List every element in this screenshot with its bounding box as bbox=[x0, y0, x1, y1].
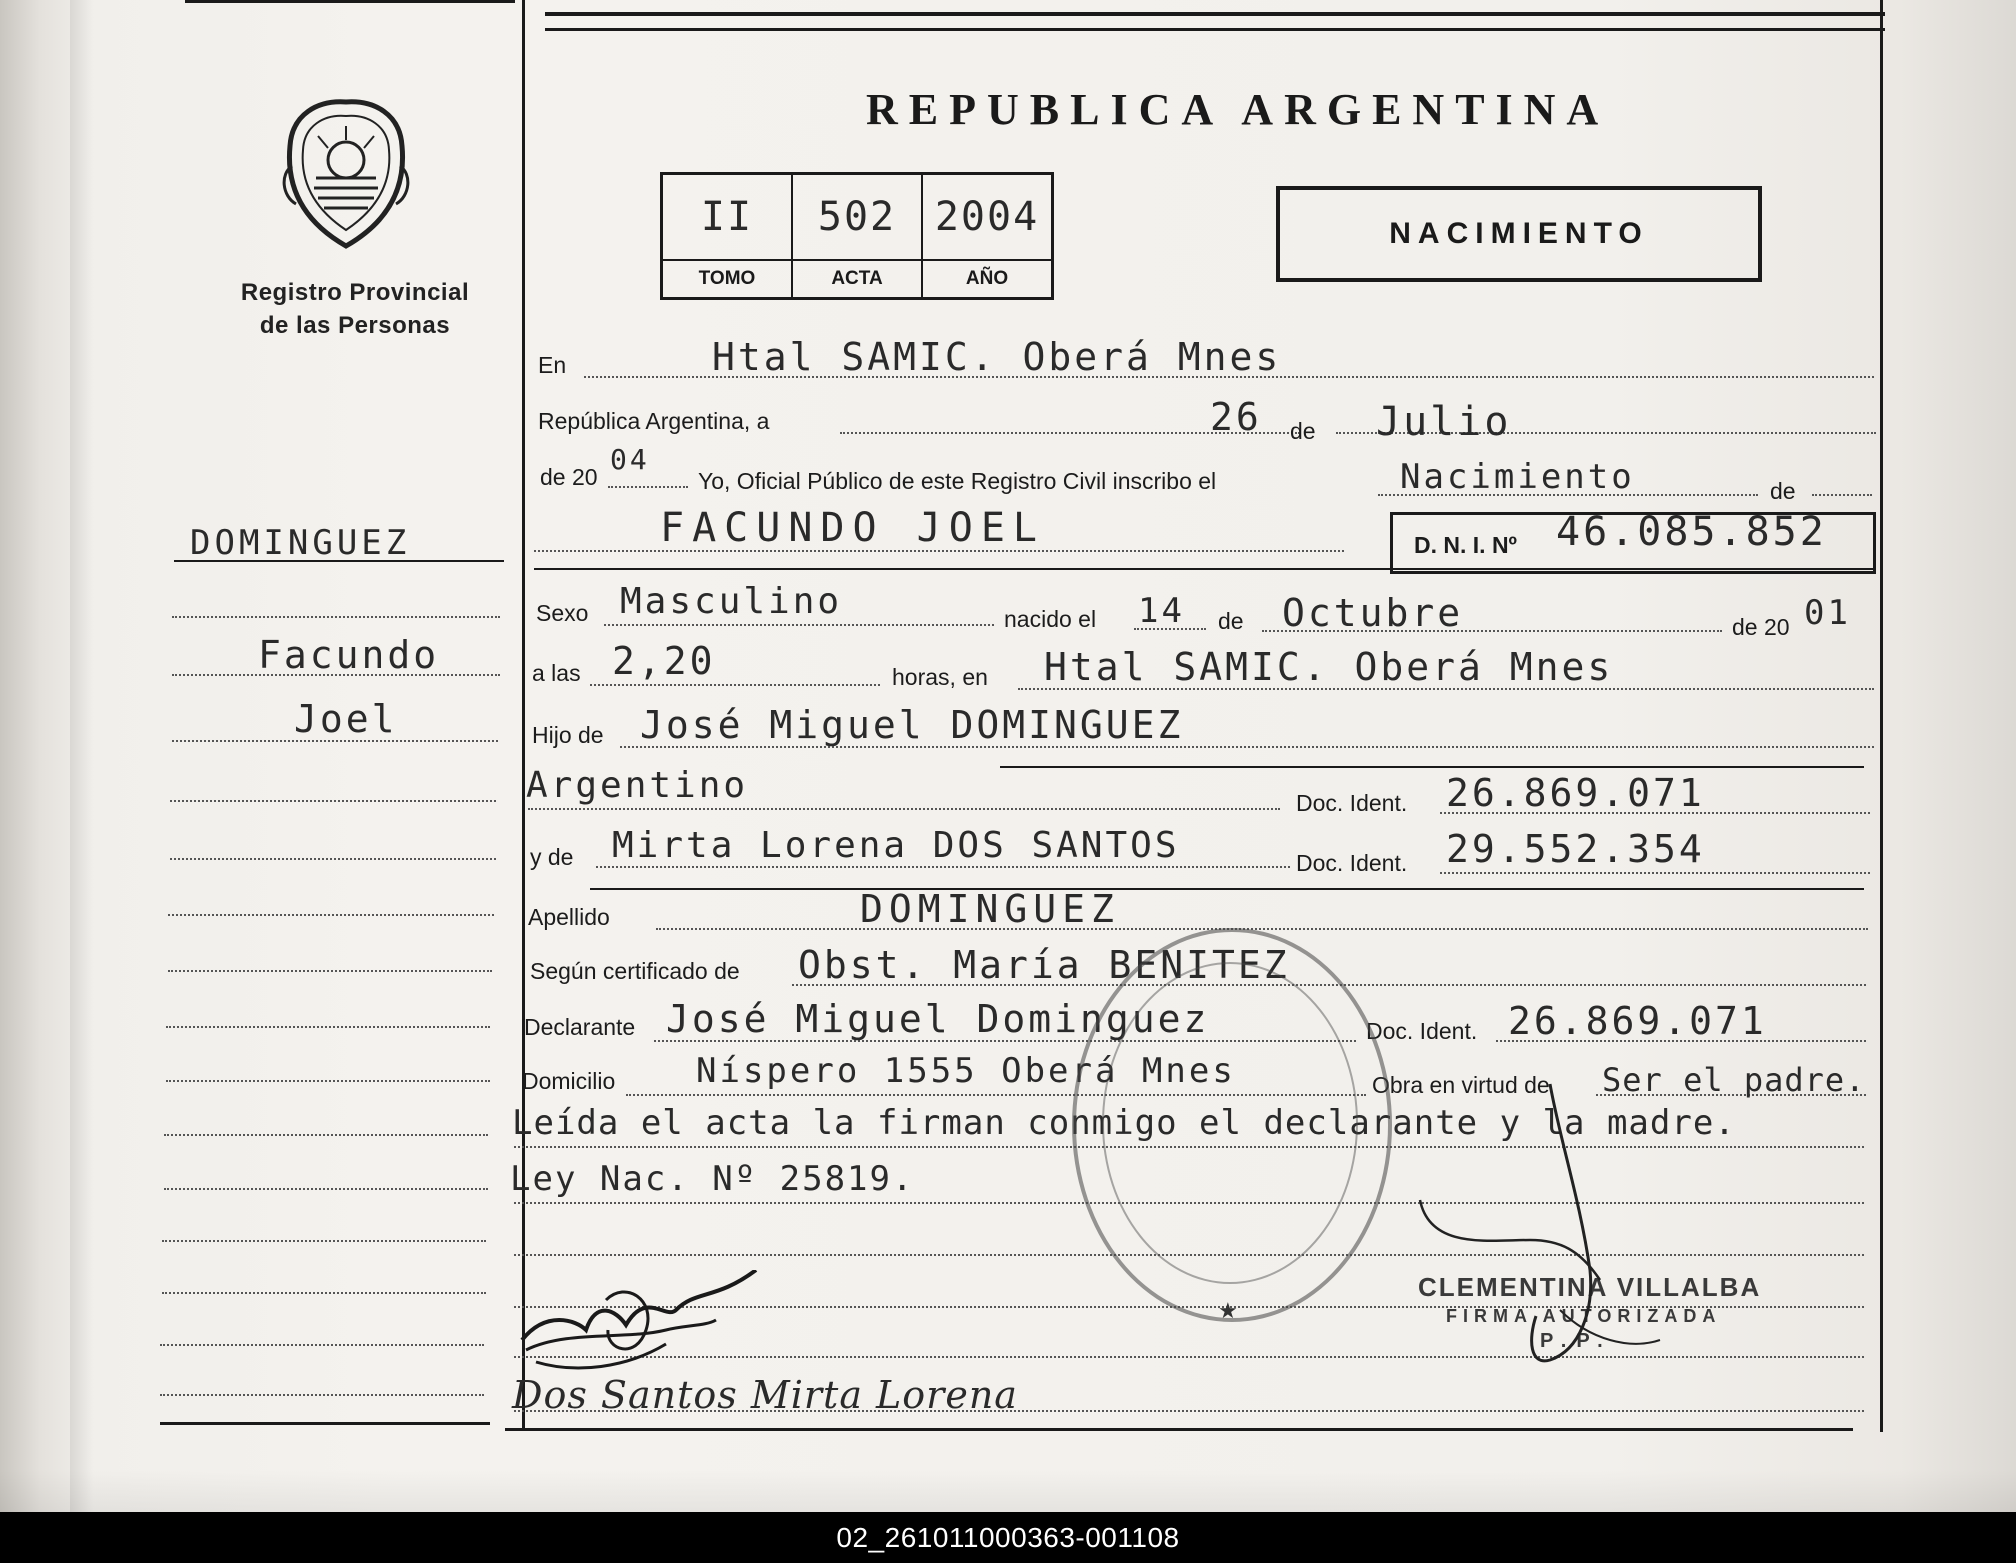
label-de: de bbox=[1290, 418, 1316, 444]
official-title: FIRMA AUTORIZADA bbox=[1446, 1306, 1722, 1326]
field-hecho: Nacimiento bbox=[1400, 457, 1635, 497]
field-certificado: Obst. María BENITEZ bbox=[798, 943, 1290, 987]
label-a-las: a las bbox=[532, 660, 581, 686]
label-doc-ident-declarante: Doc. Ident. bbox=[1366, 1018, 1478, 1044]
seal-star-icon: ★ bbox=[1218, 1298, 1238, 1323]
field-nota1: Leída el acta la firman conmigo el declarante y la madre. bbox=[512, 1103, 1736, 1143]
reference-table bbox=[660, 172, 1054, 300]
declarante-signature bbox=[516, 1270, 776, 1380]
label-apellido: Apellido bbox=[528, 904, 610, 930]
margin-given2: Joel bbox=[294, 697, 398, 741]
label-de-2: de bbox=[1770, 478, 1796, 504]
label-horas-en: horas, en bbox=[892, 664, 988, 690]
dotline-madre bbox=[596, 866, 1290, 868]
field-lugar: Htal SAMIC. Oberá Mnes bbox=[712, 335, 1282, 379]
field-padre: José Miguel DOMINGUEZ bbox=[640, 703, 1184, 747]
margin-given1: Facundo bbox=[258, 633, 440, 677]
field-domicilio: Níspero 1555 Oberá Mnes bbox=[696, 1051, 1236, 1091]
field-sexo: Masculino bbox=[620, 581, 843, 622]
dotline-hecho-end bbox=[1812, 494, 1872, 496]
dotline-anio bbox=[608, 486, 688, 488]
margin-dotline-11 bbox=[164, 1188, 488, 1190]
label-y-de: y de bbox=[530, 844, 574, 870]
margin-dotline-12 bbox=[162, 1240, 486, 1242]
margin-dotline-15 bbox=[160, 1394, 484, 1396]
margin-dotline-7 bbox=[168, 970, 492, 972]
ano-label: AÑO bbox=[922, 260, 1053, 299]
field-nombre: FACUNDO JOEL bbox=[660, 505, 1045, 551]
label-obra-en-virtud: Obra en virtud de bbox=[1372, 1072, 1550, 1098]
field-nac-dia: 14 bbox=[1138, 591, 1185, 631]
scan-id-footer: 02_261011000363-001108 bbox=[0, 1512, 2016, 1563]
field-apellido: DOMINGUEZ bbox=[860, 887, 1120, 931]
field-declarante-doc: 26.869.071 bbox=[1508, 999, 1767, 1043]
official-pp: P.P. bbox=[1540, 1330, 1613, 1352]
left-column-top-border bbox=[185, 0, 515, 3]
divider-section-2 bbox=[590, 888, 1864, 890]
book-gutter-shadow bbox=[70, 0, 94, 1512]
field-nac-anio-suffix: 01 bbox=[1804, 593, 1851, 633]
divider-section-1 bbox=[534, 568, 1874, 570]
label-en: En bbox=[538, 352, 567, 378]
acta-label: ACTA bbox=[792, 260, 922, 299]
label-hijo-de: Hijo de bbox=[532, 722, 604, 748]
ano-value: 2004 bbox=[922, 174, 1053, 261]
document-title: REPUBLICA ARGENTINA bbox=[866, 85, 1610, 134]
main-frame-bottom-border bbox=[505, 1428, 1853, 1431]
field-declarante: José Miguel Dominguez bbox=[666, 997, 1210, 1041]
label-segun-certificado: Según certificado de bbox=[530, 958, 740, 984]
field-madre-doc: 29.552.354 bbox=[1446, 827, 1705, 871]
official-name: CLEMENTINA VILLALBA bbox=[1418, 1272, 1762, 1302]
margin-dotline-8 bbox=[166, 1026, 490, 1028]
label-declarante: Declarante bbox=[524, 1014, 636, 1040]
registry-name-line2: de las Personas bbox=[259, 312, 451, 339]
label-yo-oficial: Yo, Oficial Público de este Registro Civil inscribo el bbox=[698, 468, 1217, 494]
margin-dotline-13 bbox=[162, 1292, 486, 1294]
label-nacido-el: nacido el bbox=[1004, 606, 1097, 632]
province-emblem-icon bbox=[278, 96, 414, 252]
dotline-hora bbox=[590, 684, 880, 686]
left-column-bottom-border bbox=[160, 1422, 490, 1425]
field-nac-lugar: Htal SAMIC. Oberá Mnes bbox=[1044, 645, 1614, 689]
label-doc-ident-padre: Doc. Ident. bbox=[1296, 790, 1408, 816]
field-nac-mes: Octubre bbox=[1282, 591, 1464, 635]
official-signature bbox=[1410, 1080, 1670, 1380]
margin-dotline-9 bbox=[166, 1080, 490, 1082]
column-divider bbox=[522, 0, 525, 1428]
dotline-sexo bbox=[604, 624, 994, 626]
label-domicilio: Domicilio bbox=[522, 1068, 616, 1094]
field-padre-doc: 26.869.071 bbox=[1446, 771, 1705, 815]
dotline-apellido bbox=[656, 928, 1868, 930]
margin-dotline-5 bbox=[170, 858, 496, 860]
record-type-box: NACIMIENTO bbox=[1276, 186, 1762, 282]
page-bottom-shadow bbox=[0, 1470, 2016, 1512]
official-seal-inner-ring bbox=[1102, 962, 1358, 1284]
margin-surname: DOMINGUEZ bbox=[190, 523, 411, 563]
label-de-20-b: de 20 bbox=[1732, 614, 1790, 640]
registry-name bbox=[190, 276, 520, 342]
label-doc-ident-madre: Doc. Ident. bbox=[1296, 850, 1408, 876]
margin-dotline-6 bbox=[168, 914, 494, 916]
field-obra-en-virtud: Ser el padre. bbox=[1602, 1061, 1866, 1099]
field-dia: 26 bbox=[1210, 395, 1262, 439]
field-anio-suffix: 04 bbox=[610, 443, 650, 476]
label-dni: D. N. I. Nº bbox=[1414, 532, 1517, 558]
tomo-label: TOMO bbox=[662, 260, 793, 299]
main-frame-top-border bbox=[545, 12, 1885, 16]
field-mes: Julio bbox=[1376, 399, 1512, 445]
margin-dotline-1 bbox=[172, 616, 500, 618]
field-madre: Mirta Lorena DOS SANTOS bbox=[612, 825, 1180, 866]
field-hora: 2,20 bbox=[612, 639, 716, 683]
label-de-20: de 20 bbox=[540, 464, 598, 490]
registry-name-line1: Registro Provincial bbox=[240, 279, 470, 306]
main-frame-top-border-2 bbox=[545, 28, 1885, 31]
field-nota2: Ley Nac. Nº 25819. bbox=[510, 1159, 915, 1199]
field-padre-nac: Argentino bbox=[526, 765, 749, 806]
field-dni: 46.085.852 bbox=[1556, 509, 1827, 555]
margin-dotline-10 bbox=[164, 1134, 488, 1136]
madre-signature: Dos Santos Mirta Lorena bbox=[512, 1373, 1018, 1417]
dotline-padre-nac bbox=[528, 808, 1280, 810]
acta-value: 502 bbox=[792, 174, 922, 261]
tomo-value: II bbox=[662, 174, 793, 261]
label-sexo: Sexo bbox=[536, 600, 589, 626]
label-de-3: de bbox=[1218, 608, 1244, 634]
right-frame-border bbox=[1880, 0, 1883, 1432]
margin-dotline-4 bbox=[170, 800, 496, 802]
divider-padre bbox=[1000, 766, 1864, 768]
dotline-madre-doc bbox=[1440, 872, 1870, 874]
margin-dotline-14 bbox=[160, 1344, 484, 1346]
label-republica-a: República Argentina, a bbox=[538, 408, 770, 434]
